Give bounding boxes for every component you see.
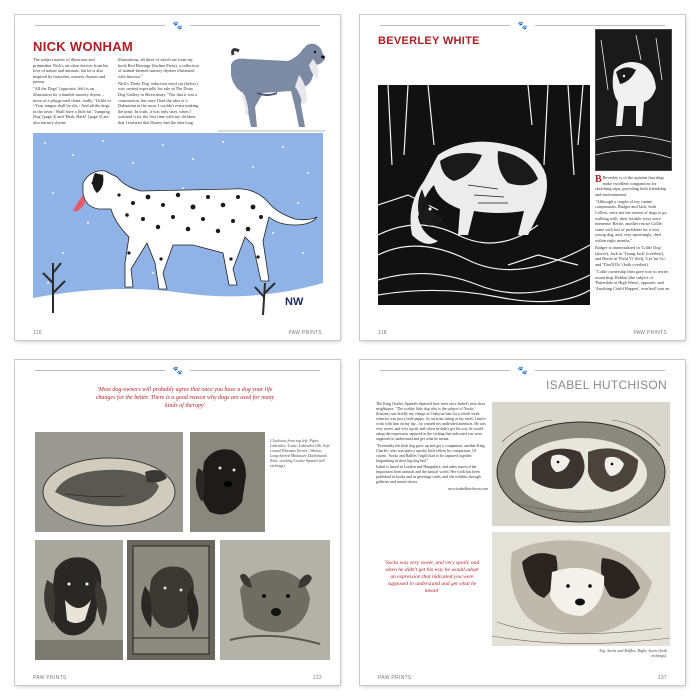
body-column-1 [33,57,113,127]
header-rule-right [190,25,320,26]
dalmatian-snow-illustration [33,133,323,318]
body-paragraph: "Eventually the little dog grew up and got a companion, another King Charles, who was quite a spooky little fellow by comparison. Of course, 'Socks and Raffles' (right) had to be captured together languishing in their big dog bed." [376,443,485,463]
paw-icon: 🐾 [517,366,528,375]
folio: 137 [657,675,667,681]
header-rule-right [535,25,665,26]
body-paragraph: "All the Dogs" (opposite, left) is an illustration for a humble nursery rhyme – more of a playground chant, really: 'Tickle tit / Your tongue shall be slit, / And all the dogs in the town / Shall have a little bit.' 'Jumping Dog' [page 4] and 'Hark, Hark!' [page 5] are also nursery rhyme [33,86,111,126]
page-isabel-hutchison [360,360,685,685]
page-therapy-dogs [15,360,340,685]
folio: 116 [33,330,42,336]
collie-woodcut-small [595,29,672,171]
page-nick-wonham [15,15,340,340]
etching-wheaten-terrier [35,540,123,660]
header-rule-right [535,370,665,371]
drop-cap: B [595,174,602,185]
folio: 118 [378,330,387,336]
page-beverley-white [360,15,685,340]
artist-signature: NW [285,296,304,308]
etching-dachshund-winnie [127,540,215,660]
website-link[interactable]: www.isabelhutchison.com [447,486,488,491]
body-paragraph: B Beverley is of the opinion that dogs make excellent companions for sketching trips, providing both friendship and entertainment. [595,174,667,197]
body-paragraph: The subject matter of illustrator and printmaker Nick's art often derives from his love of nature and animals, but he is also inspired by fairytales, nursery rhymes and poems. [33,57,109,85]
body-paragraph: Isabel is based in London and Hampshire, and takes much of her inspiration from animals and the natural world. Her work has been published in books and as greetings cards, and she exhibits through galleries and mixed shows. [376,465,481,484]
etching-socks-and-raffles [492,402,670,526]
image-caption: Top: Socks and Raffles. Right: Socks (both etchings). [599,648,667,658]
header-rule-right [190,370,320,371]
body-column-2 [118,57,200,127]
body-paragraph: Badger is immortalized in 'Collie Dog' (above), Jack in 'Young Jack' (overleaf), and Bertie in 'Field Vi' (left), 'Let 'im Go' and 'That'll Do' (both overleaf). [595,245,666,267]
paw-icon: 🐾 [517,21,528,30]
body-paragraph: illustrations, all three of which are from my book Red Herrings (Incline Press), a collection of animal-themed nursery rhymes illustrated with linocuts." [118,57,199,79]
running-head: PAW PRINTS [378,675,412,681]
folio: 122 [312,675,322,681]
etching-socks [492,532,670,646]
schnauzer-illustration [203,35,328,140]
body-column [595,175,670,293]
header-rule-left [35,25,165,26]
paw-icon: 🐾 [172,366,183,375]
page-title: ISABEL HUTCHISON [545,378,667,392]
body-paragraph: The King Charles Spaniels depicted here were once Isabel's next-door neighbours. "The scabby little dog who is the subject of 'Socks' (bottom) was briefly my charge as I babysat him for a whole week when he was just a little puppy. As an artist sitting at my easel, I had to work with him on my lap – he wanted my undivided attention. He was very sweet, and very spoilt, and when he didn't get his way he would adopt the expression captured in the etching that indicated you were supposed to understand and get what he meant. [376,402,487,441]
etching-labrador-louie [190,432,265,532]
page-title: BEVERLEY WHITE [378,35,480,47]
pull-quote: 'Socks was very sweet, and very spoilt, and when he didn't get his way he would adopt an expression that indicated you were supposed to understand and get what he meant' [384,560,480,594]
body-paragraph: Nick's 'Dotty Dog' reduction vinyl cut (below) was created especially for sale in The Dotty Dog Gallery in Shrewsbury. "Not that it was a commission, but once I had the idea of a Dalmatian in the snow I couldn't resist making the print. In truth, it was only later, when I watched it for the first time with my children, that I realized that Disney had the idea long [118,80,199,126]
collie-woodcut-large [378,85,590,305]
running-head: PAW PRINTS [633,330,667,336]
running-head: PAW PRINTS [288,330,322,336]
image-caption: Clockwise from top left: Piper, Labrador; Louie, Labrador GB; Soft-coated Wheaten Terrier; Winnie, Long-haired Miniature Dachshund; Zola, working Cocker Spaniel (all etchings). [270,438,331,468]
etching-cocker-spaniel-zola [220,540,330,660]
pull-quote: 'Most dog-owners will probably agree that once you have a dog your life changes for the better. There is a good reason why dogs are used for many kinds of therapy' [95,387,275,409]
header-rule-left [380,25,510,26]
body-column [376,402,488,493]
paw-icon: 🐾 [172,21,183,30]
header-rule-left [35,370,165,371]
running-head: PAW PRINTS [33,675,67,681]
etching-labrador-piper [35,432,183,532]
body-paragraph: "Although a couple of my canine companions, Badger and Jack, both Collies, were not the easiest of dogs to go walking with, their lovable ways were immense. Bertie, another rescue Collie, came with lots of problems for a very young dog, and, very upsettingly, died within eight months." [595,198,667,244]
page-title: NICK WONHAM [33,39,134,54]
body-paragraph: "Collie ownership then gave way to terrier ownership. Robbie [the subject of 'Patterdale at High Water', opposite, and 'Anything Could Happen', overleaf] was an [595,269,670,291]
header-rule-left [380,370,510,371]
